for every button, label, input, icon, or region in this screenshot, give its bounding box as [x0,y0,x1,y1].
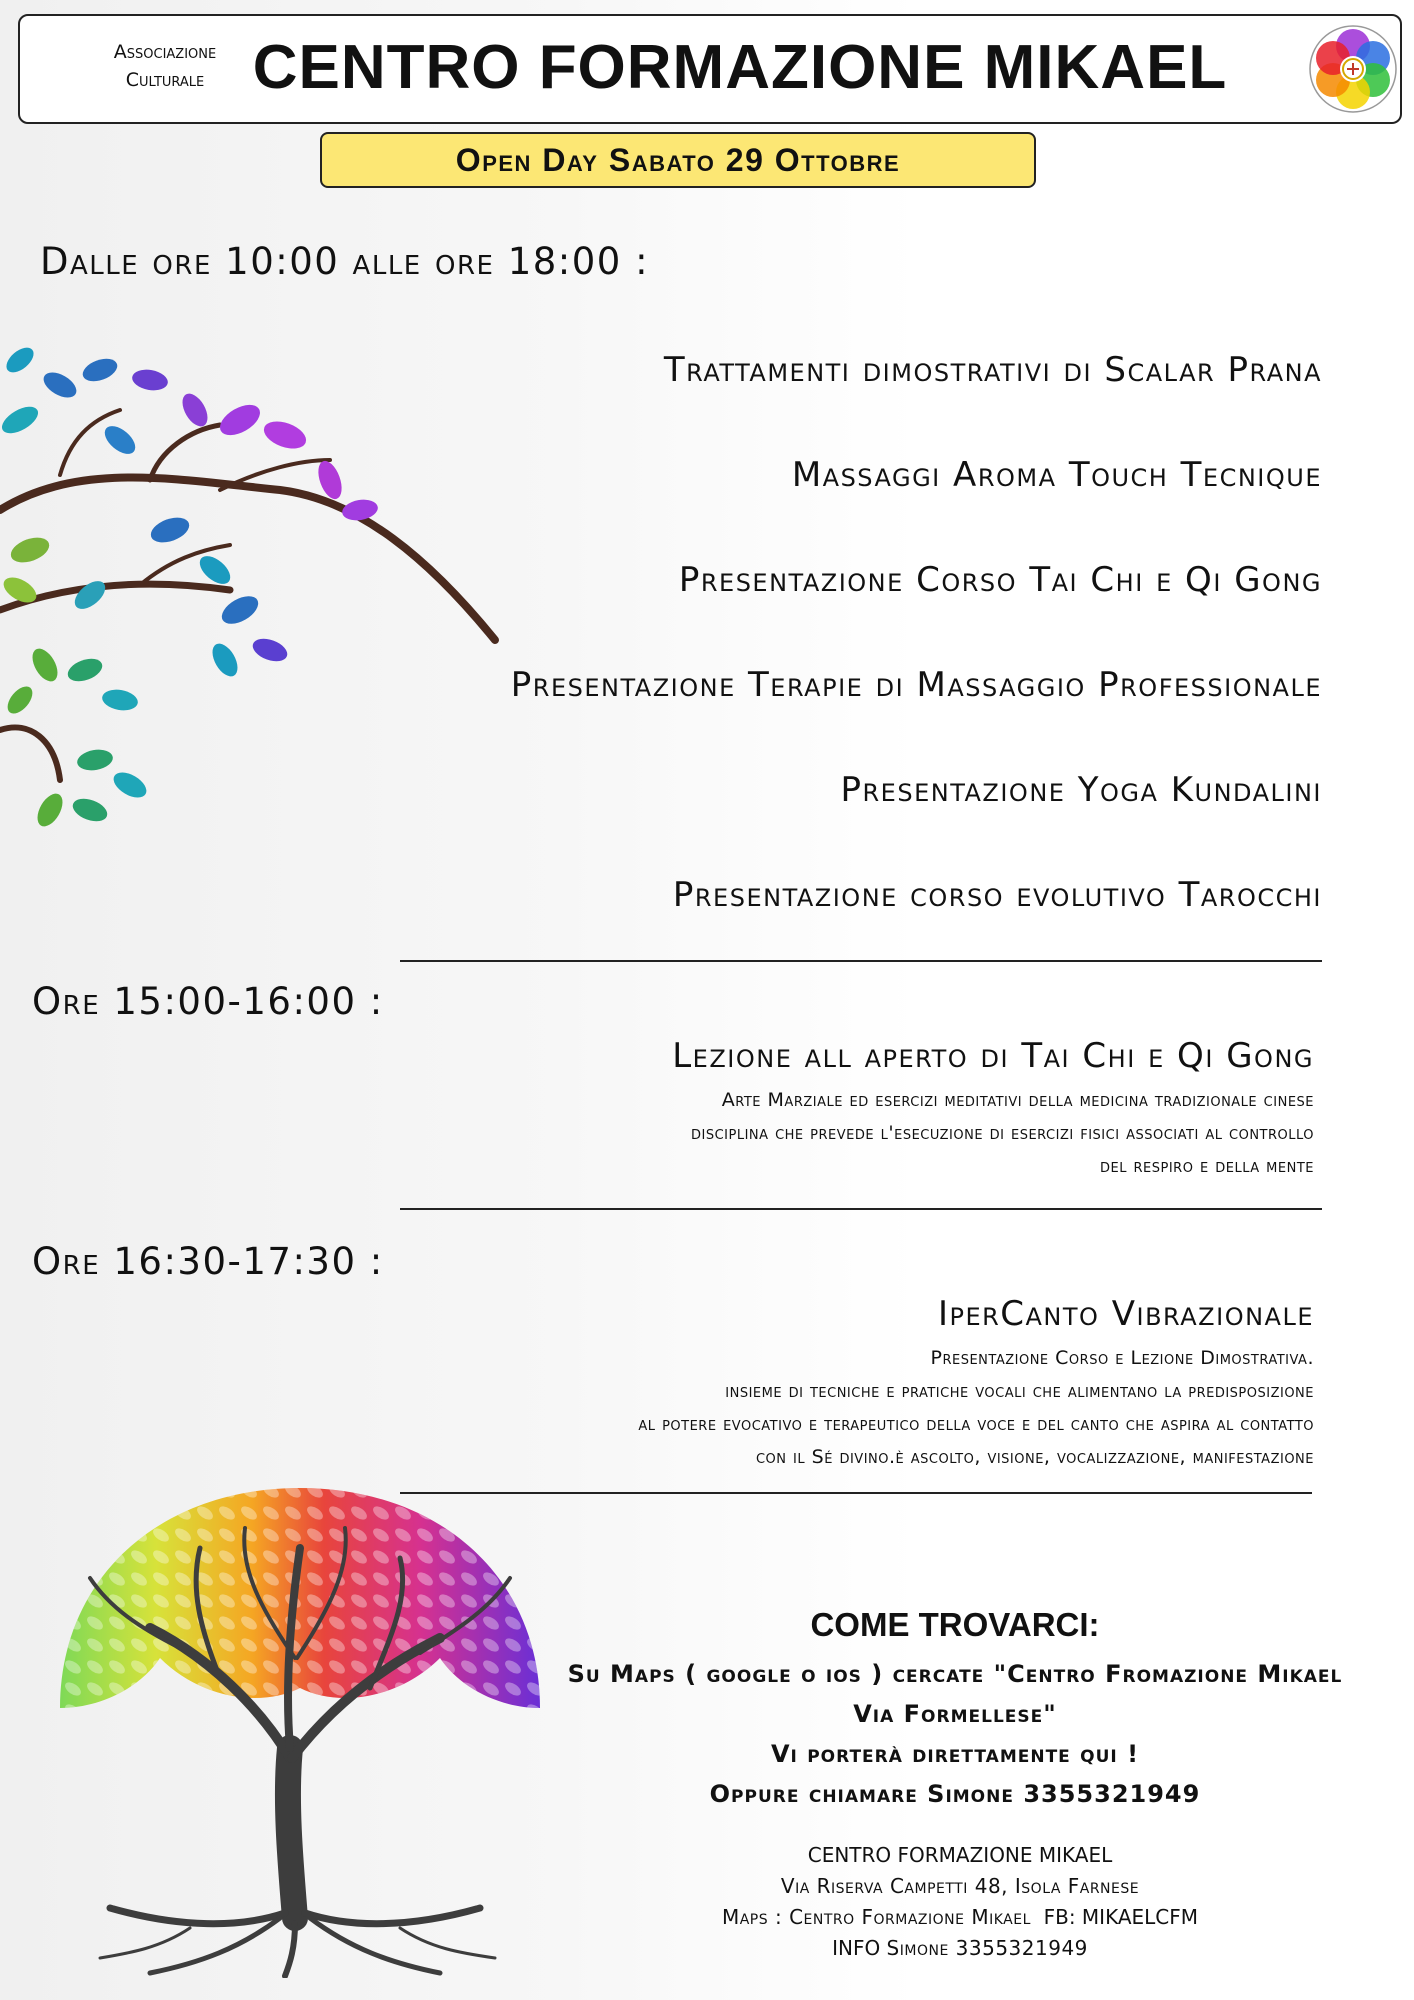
divider [400,960,1322,962]
contact-footer [620,1840,1300,1964]
directions-line: Su Maps ( google o ios ) cercate "Centro Fromazione Mikael [567,1660,1343,1688]
activities-list [300,340,1322,970]
ipercanto-description-line: con il Sé divino.è ascolto, visione, vocalizzazione, manifestazione [755,1446,1314,1468]
footer-facebook: FB: MIKAELCFM [1043,1905,1199,1929]
footer-info-contact: Simone 3355321949 [886,1936,1088,1960]
directions-line: Oppure chiamare Simone 3355321949 [709,1780,1201,1808]
ipercanto-block [334,1294,1314,1474]
ipercanto-description-line: al potere evocativo e terapeutico della voce e del canto che aspira al contatto [638,1413,1314,1435]
tai-chi-description-line: disciplina che prevede l'esecuzione di esercizi fisici associati al controllo [691,1122,1314,1144]
footer-maps: Maps : Centro Formazione Mikael [721,1905,1031,1929]
open-day-banner: Open Day Sabato 29 Ottobre [320,132,1036,188]
directions-line: Via Formellese" [853,1700,1057,1728]
association-line-1: Associazione [113,41,217,63]
tai-chi-description-line: Arte Marziale ed esercizi meditativi della medicina tradizionale cinese [721,1089,1314,1111]
directions-text [530,1654,1380,1814]
time-slot-3: Ore 16:30-17:30 : [32,1240,384,1283]
footer-address: Via Riserva Campetti 48, Isola Farnese [780,1874,1140,1898]
activity-item: Presentazione corso evolutivo Tarocchi [672,875,1322,915]
activity-item: Presentazione Yoga Kundalini [840,770,1322,810]
footer-organization-name: CENTRO FORMAZIONE MIKAEL [807,1843,1113,1867]
association-line-2: Culturale [125,69,205,91]
tai-chi-description-line: del respiro e della mente [1100,1155,1314,1177]
tai-chi-lesson-block [374,1036,1314,1183]
organization-title: CENTRO FORMAZIONE MIKAEL [252,33,1228,102]
footer-maps-line [620,1902,1300,1933]
header-box [18,14,1402,124]
ipercanto-description-line: insieme di tecniche e pratiche vocali che alimentano la predisposizione [725,1380,1314,1402]
activity-item: Massaggi Aroma Touch Tecnique [791,455,1322,495]
directions-line: Vi porterà direttamente qui ! [770,1740,1140,1768]
association-label [80,38,250,94]
tai-chi-lesson-title: Lezione all aperto di Tai Chi e Qi Gong [672,1036,1314,1076]
directions-heading: COME TROVARCI: [810,1606,1100,1643]
footer-info-line [620,1933,1300,1964]
ipercanto-title: IperCanto Vibrazionale [937,1294,1314,1334]
time-slot-2: Ore 15:00-16:00 : [32,980,384,1023]
chakra-flower-logo-icon [1308,24,1398,114]
time-slot-1: Dalle ore 10:00 alle ore 18:00 : [40,240,650,283]
footer-info-label: INFO [832,1936,881,1960]
activity-item: Presentazione Corso Tai Chi e Qi Gong [678,560,1322,600]
ipercanto-description-line: Presentazione Corso e Lezione Dimostrativa. [930,1347,1314,1369]
divider [400,1208,1322,1210]
rainbow-tree-of-life-icon [40,1458,560,1978]
activity-item: Presentazione Terapie di Massaggio Professionale [510,665,1322,705]
activity-item: Trattamenti dimostrativi di Scalar Prana [663,350,1322,390]
